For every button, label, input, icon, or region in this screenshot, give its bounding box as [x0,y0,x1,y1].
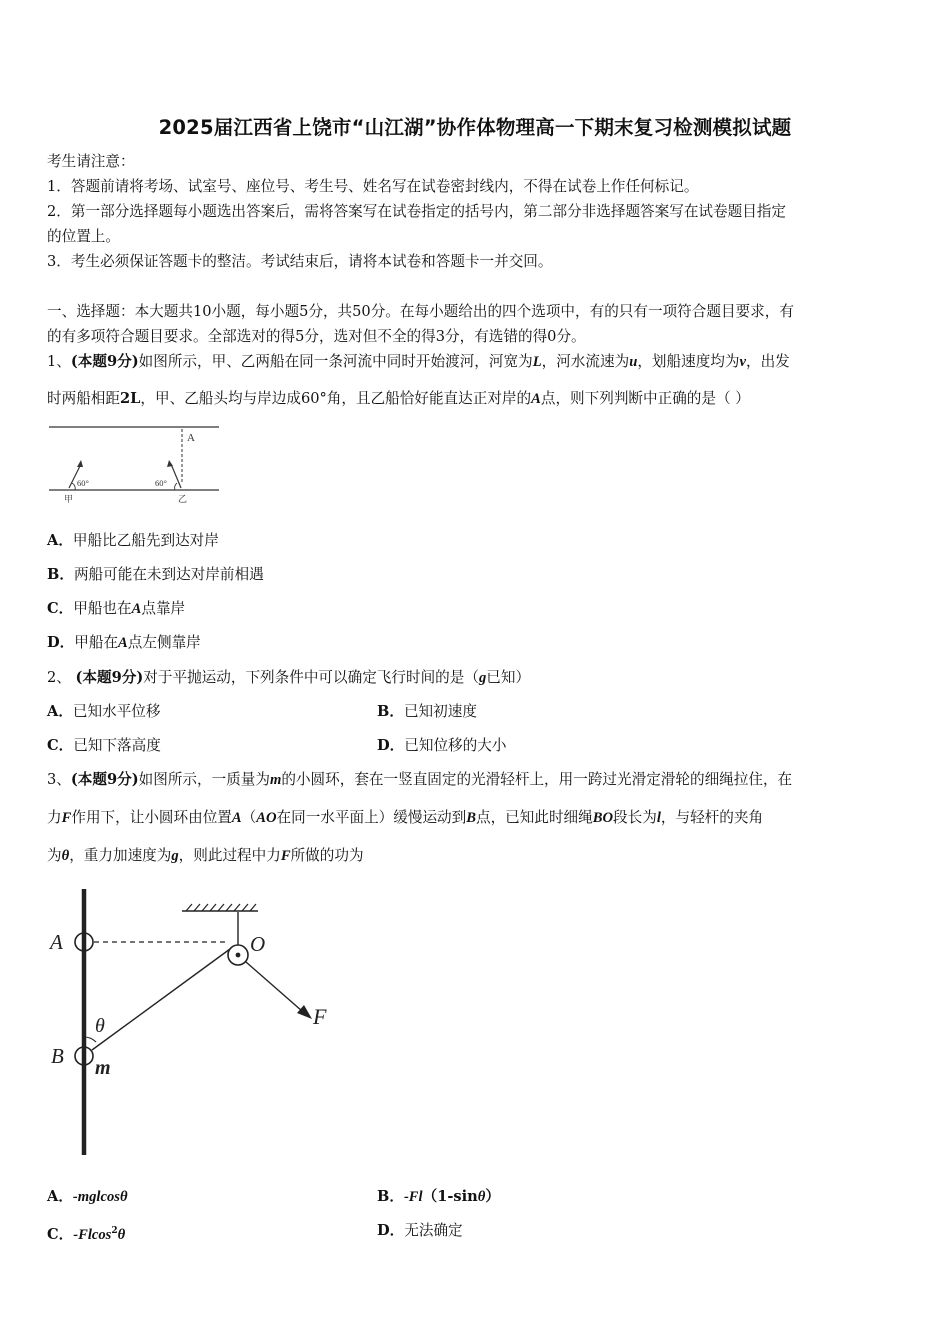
rope-BO [92,949,230,1050]
q3-option-a: A．-mglcosθ [47,1188,128,1205]
boat-label-yi: 乙 [178,494,188,504]
pulley-axle [236,953,241,958]
q1-option-d: D．甲船在A点左侧靠岸 [47,634,201,651]
q2-stem: 2、 (本题9分)对于平抛运动，下列条件中可以确定飞行时间的是（g已知） [47,669,531,686]
label-F: F [313,1004,327,1029]
notice-heading: 考生请注意： [47,153,135,170]
label-theta: θ [95,1015,105,1037]
q1-option-c: C．甲船也在A点靠岸 [47,600,186,617]
q3-stem-line-2: 力F作用下，让小圆环由位置A（AO在同一水平面上）缓慢运动到B点，已知此时细绳BO段长为l，与轻杆的夹角 [47,809,764,826]
notice-item-2-cont: 的位置上。 [47,228,120,245]
label-O: O [250,932,266,956]
q3-option-d: D．无法确定 [377,1222,463,1239]
angle-label-1: 60° [77,478,89,488]
notice-item-3: 3．考生必须保证答题卡的整洁。考试结束后，请将本试卷和答题卡一并交回。 [47,253,553,270]
q1-number: 1、 [47,353,71,370]
q1-river-diagram [47,420,227,504]
section-heading-line-1: 一、选择题：本大题共10小题，每小题5分，共50分。在每小题给出的四个选项中，有的只有一项符合题目要求，有 [47,303,794,320]
q3-stem-line-1: 3、(本题9分)如图所示，一质量为m的小圆环，套在一竖直固定的光滑轻杆上，用一跨过光滑定滑轮的细绳拉住，在 [47,771,793,788]
point-A-label: A [187,432,195,444]
angle-label-2: 60° [155,478,167,488]
label-B: B [51,1044,64,1068]
notice-item-1: 1．答题前请将考场、试室号、座位号、考生号、姓名写在试卷密封线内，不得在试卷上作任何标记。 [47,178,699,195]
label-A: A [50,930,63,954]
q3-pulley-diagram [40,885,350,1160]
notice-item-2: 2．第一部分选择题每小题选出答案后，需将答案写在试卷指定的括号内，第二部分非选择题答案写在试卷题目指定 [47,203,786,220]
q1-score-tag: (本题9分) [70,353,139,370]
page-title: 2025届江西省上饶市“山江湖”协作体物理高一下期末复习检测模拟试题 [158,116,792,139]
q1-stem-line-1: 1、(本题9分)如图所示，甲、乙两船在同一条河流中同时开始渡河，河宽为L，河水流速为u，划船速度均为v，出发 [47,353,790,370]
q2-option-b: B．已知初速度 [377,703,477,720]
arrowhead-2 [167,460,173,467]
q1-stem-line-2: 时两船相距2L，甲、乙船头均与岸边成60°角，且乙船恰好能直达正对岸的A点，则下列判断中正确的是（ ） [47,390,750,407]
q1-option-b: B．两船可能在未到达对岸前相遇 [47,566,264,583]
force-arrowhead [297,1005,312,1019]
q1-option-a: A．甲船比乙船先到达对岸 [47,532,219,549]
label-m: m [95,1057,111,1079]
q2-option-d: D．已知位移的大小 [377,737,507,754]
q3-option-c: C．-Flcos$^2$θ [47,1225,126,1243]
ceiling-hatching [186,904,256,911]
rope-to-F [246,962,302,1011]
boat-label-jia: 甲 [64,494,74,504]
section-heading-line-2: 的有多项符合题目要求。全部选对的得5分，选对但不全的得3分，有选错的得0分。 [47,328,586,345]
q3-stem-line-3: 为θ，重力加速度为g，则此过程中力F所做的功为 [47,847,364,864]
arrowhead-1 [77,460,83,467]
q3-option-b: B．-Fl（1-sinθ） [377,1188,500,1205]
q2-option-c: C．已知下落高度 [47,737,161,754]
q2-option-a: A．已知水平位移 [47,703,161,720]
